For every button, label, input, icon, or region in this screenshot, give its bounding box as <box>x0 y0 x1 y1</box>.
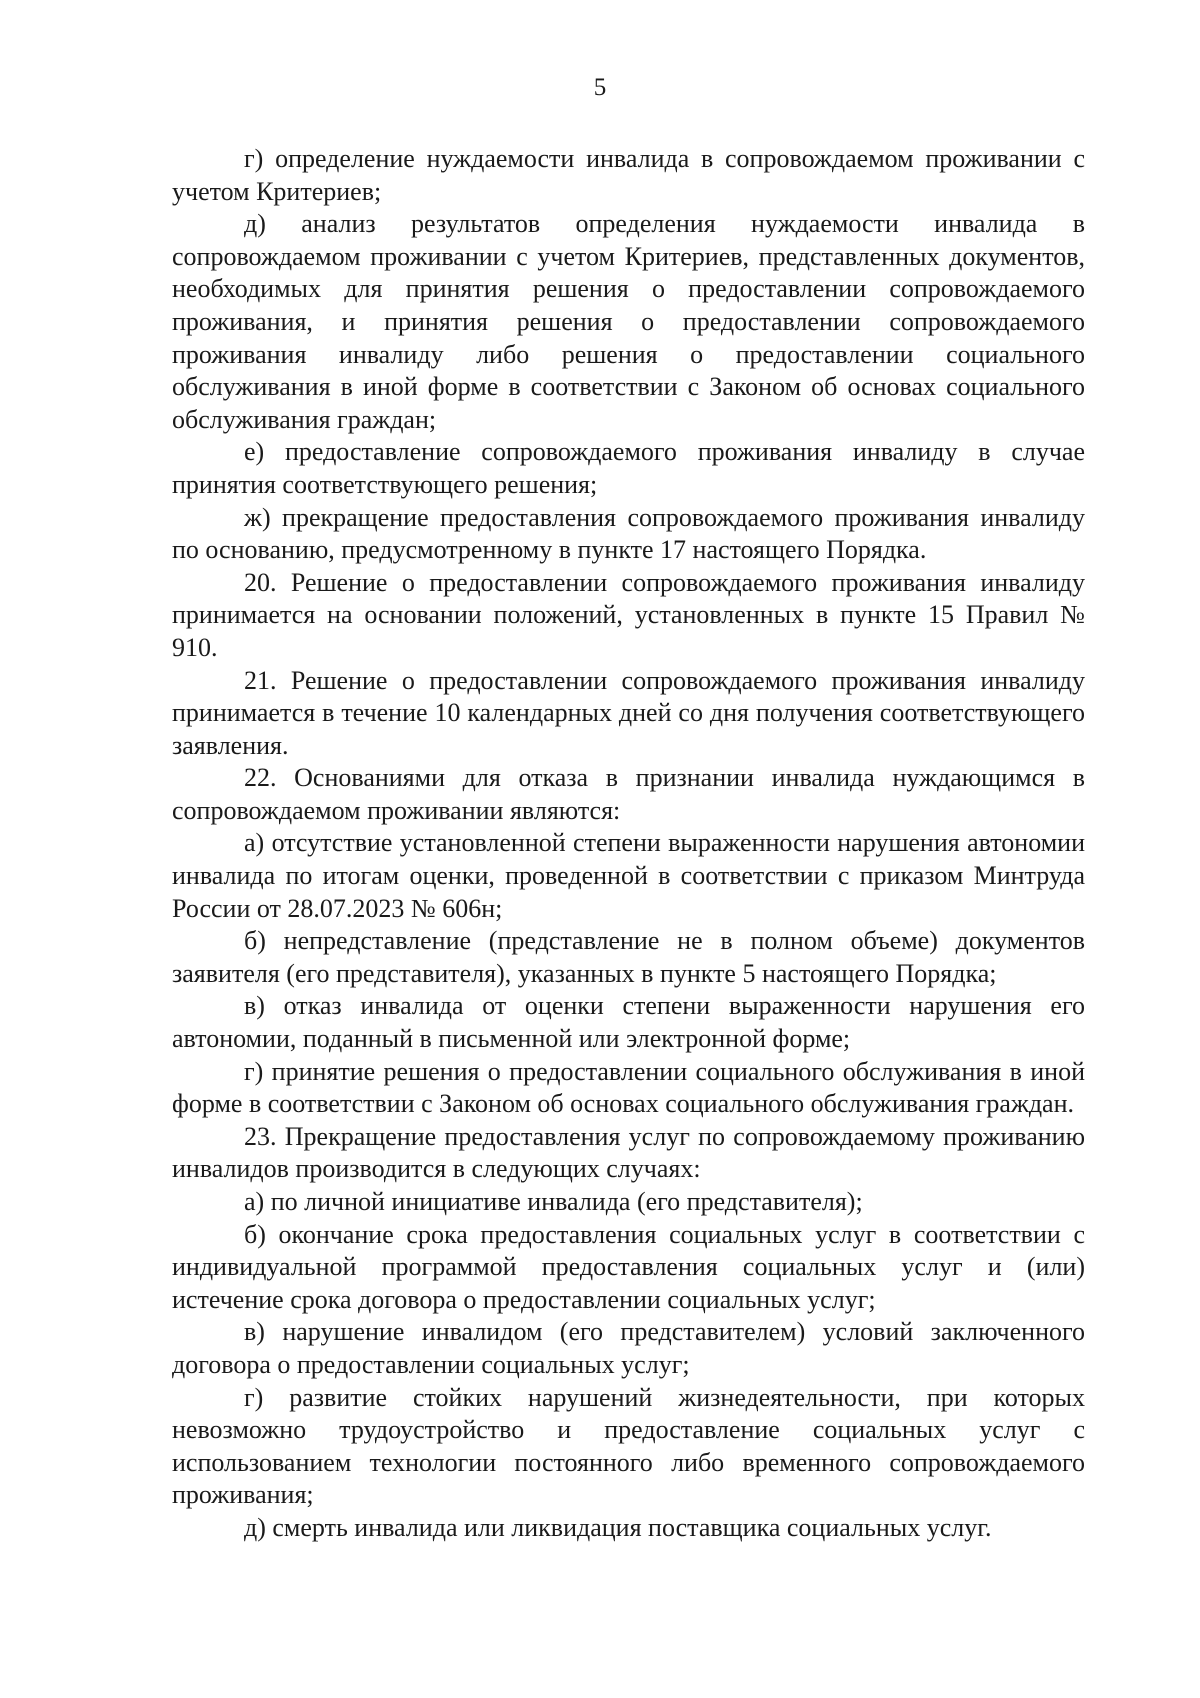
paragraph-clause-23: 23. Прекращение предоставления услуг по сопровождаемому проживанию инвалидов производится в следующих случаях: <box>172 1121 1085 1184</box>
paragraph-clause-21: 21. Решение о предоставлении сопровождаемого проживания инвалиду принимается в течение 10 календарных дней со дня получения соответствующего заявления. <box>172 665 1085 760</box>
paragraph-clause-23-a: а) по личной инициативе инвалида (его представителя); <box>244 1187 863 1216</box>
paragraph-clause-22-v: в) отказ инвалида от оценки степени выраженности нарушения его автономии, поданный в письменной или электронной форме; <box>172 991 1085 1054</box>
paragraph-clause-22: 22. Основаниями для отказа в признании инвалида нуждающимся в сопровождаемом проживании являются: <box>172 763 1085 825</box>
paragraph-clause-23-d: д) смерть инвалида или ликвидация поставщика социальных услуг. <box>244 1512 992 1542</box>
body-text <box>172 143 1085 1545</box>
paragraph-item-e-provision: е) предоставление сопровождаемого проживания инвалиду в случае принятия соответствующего решения; <box>172 437 1085 499</box>
paragraph-clause-22-a: а) отсутствие установленной степени выраженности нарушения автономии инвалида по итогам оценки, проведенной в соответствии с приказом Минтруда России от 28.07.2023 № 606н; <box>172 828 1085 923</box>
page-number: 5 <box>593 74 607 101</box>
paragraph-clause-22-b: б) непредставление (представление не в полном объеме) документов заявителя (его представителя), указанных в пункте 5 настоящего Порядка; <box>172 926 1085 988</box>
paragraph-item-g-determination: г) определение нуждаемости инвалида в сопровождаемом проживании с учетом Критериев; <box>172 144 1085 206</box>
paragraph-clause-22-g: г) принятие решения о предоставлении социального обслуживания в иной форме в соответствии с Законом об основах социального обслуживания граждан. <box>172 1056 1085 1119</box>
paragraph-clause-23-g: г) развитие стойких нарушений жизнедеятельности, при которых невозможно трудоустройство и предоставление социальных услуг с использованием технологии постоянного либо временного сопровождаемого проживания; <box>172 1382 1085 1510</box>
paragraph-clause-20: 20. Решение о предоставлении сопровождаемого проживания инвалиду принимается на основании положений, установленных в пункте 15 Правил № 910. <box>172 567 1085 662</box>
paragraph-item-zh-termination: ж) прекращение предоставления сопровождаемого проживания инвалиду по основанию, предусмотренному в пункте 17 настоящего Порядка. <box>172 502 1085 565</box>
paragraph-clause-23-b: б) окончание срока предоставления социальных услуг в соответствии с индивидуальной программой предоставления социальных услуг и (или) истечение срока договора о предоставлении социальных услуг; <box>172 1219 1085 1314</box>
paragraph-clause-23-v: в) нарушение инвалидом (его представителем) условий заключенного договора о предоставлении социальных услуг; <box>172 1317 1085 1379</box>
paragraph-item-d-analysis: д) анализ результатов определения нуждаемости инвалида в сопровождаемом проживании с учетом Критериев, представленных документов, необходимых для принятия решения о предоставлении сопровождаемого проживания, и принятия решения о предоставлении сопровождаемого проживания инвалиду либо решения о предоставлении социального обслуживания в иной форме в соответствии с Законом об основах социального обслуживания граждан; <box>172 209 1085 434</box>
